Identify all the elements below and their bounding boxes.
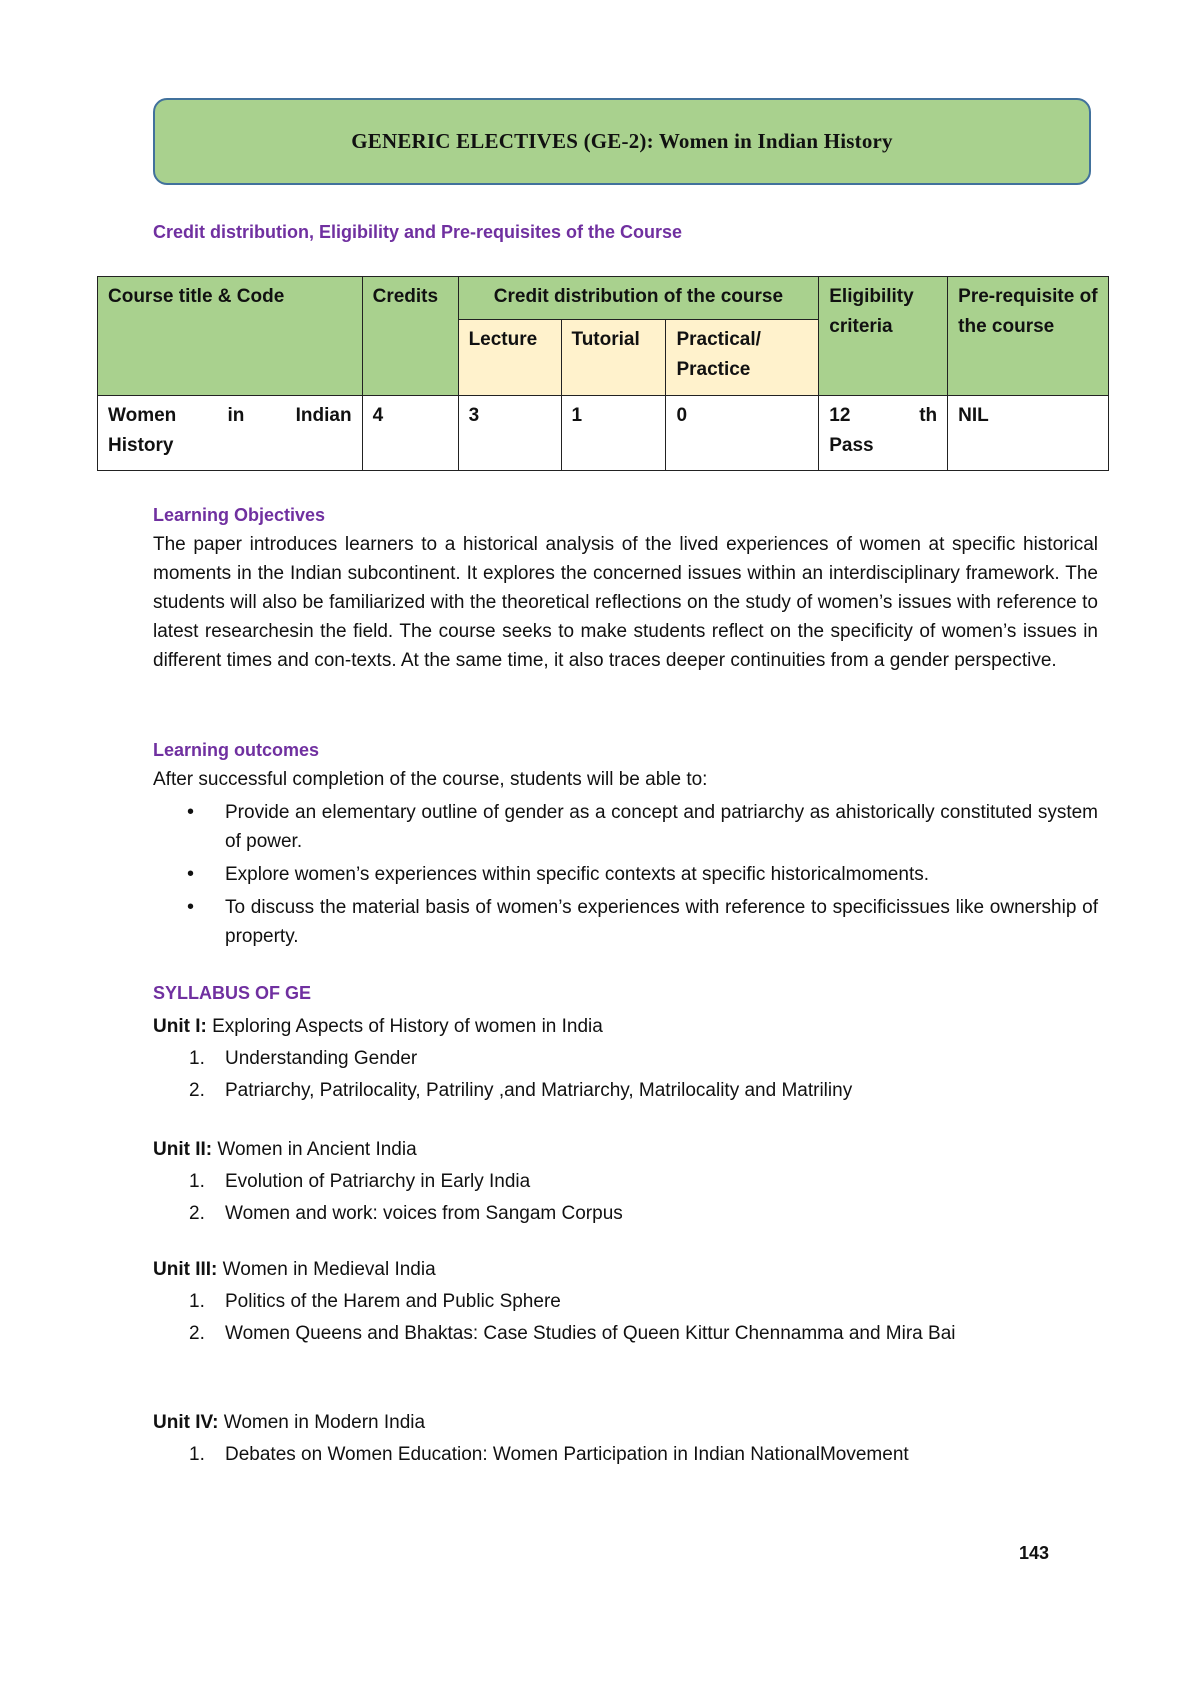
eligibility-line1 [829, 401, 937, 431]
header-tutorial: Tutorial [561, 320, 666, 395]
objectives-heading: Learning Objectives [153, 505, 326, 525]
header-lecture: Lecture [458, 320, 561, 395]
outcomes-list [153, 798, 1098, 955]
eligibility-part: 12 [829, 404, 851, 426]
bullet-icon: • [187, 863, 195, 885]
unit-4-list [153, 1440, 1098, 1472]
header-practical: Practical/ Practice [666, 320, 819, 395]
cell-eligibility [819, 395, 948, 470]
syllabus-heading: SYLLABUS OF GE [153, 983, 312, 1003]
list-item: 2. Women and work: voices from Sangam Corpus [189, 1203, 623, 1224]
cell-credits: 4 [362, 395, 458, 470]
list-item: • Provide an elementary outline of gender as a concept and patriarchy as ahistorically constituted system of power. [153, 798, 1098, 856]
cell-prerequisite: NIL [948, 395, 1109, 470]
list-item: • Explore women’s experiences within specific contexts at specific historicalmoments. [153, 860, 1098, 889]
unit-2-list [153, 1167, 1053, 1231]
list-item: 2. Patriarchy, Patrilocality, Patriliny ,and Matriarchy, Matrilocality and Matriliny [189, 1080, 853, 1101]
page-number: 143 [1019, 1543, 1050, 1563]
course-word: Indian [295, 404, 352, 426]
unit-1-title: Unit I: Exploring Aspects of History of women in India [153, 1016, 603, 1037]
course-word: Women [108, 404, 177, 426]
cell-course-title [98, 395, 363, 470]
eligibility-part: Pass [829, 434, 874, 456]
bullet-icon: • [187, 896, 195, 918]
header-course-title: Course title & Code [98, 277, 363, 396]
unit-4-title: Unit IV: Women in Modern India [153, 1412, 426, 1433]
header-credit-distribution: Credit distribution of the course [458, 277, 819, 320]
list-item: • To discuss the material basis of women’s experiences with reference to specificissues like ownership of property. [153, 893, 1098, 951]
unit-3-title: Unit III: Women in Medieval India [153, 1259, 436, 1280]
header-eligibility: Eligibility criteria [819, 277, 948, 396]
list-item: 1. Understanding Gender [189, 1048, 418, 1069]
unit-2-title: Unit II: Women in Ancient India [153, 1139, 417, 1160]
page-title: GENERIC ELECTIVES (GE-2): Women in Indian History [351, 129, 893, 153]
outcomes-heading: Learning outcomes [153, 740, 320, 760]
title-banner [153, 98, 1091, 185]
list-item: 1. Debates on Women Education: Women Participation in Indian NationalMovement [189, 1444, 909, 1465]
course-word: in [227, 404, 245, 426]
course-word: History [108, 434, 174, 456]
list-item: 1. Politics of the Harem and Public Sphere [189, 1291, 561, 1312]
list-item: 2. Women Queens and Bhaktas: Case Studies of Queen Kittur Chennamma and Mira Bai [189, 1323, 956, 1344]
objectives-text: The paper introduces learners to a historical analysis of the lived experiences of women at specific historical moments in the Indian subcontinent. It explores the concerned issues within an interdisciplinary framework. The students will also be familiarized with the theoretical reflections on the study of women’s issues with reference to latest researchesin the field. The course seeks to make students reflect on the specificity of women’s issues in different times and con-texts. At the same time, it also traces deeper continuities from a gender perspective. [153, 534, 1098, 671]
credit-table [97, 276, 1109, 471]
credit-heading: Credit distribution, Eligibility and Pre-requisites of the Course [153, 222, 683, 242]
course-title-line1 [108, 401, 352, 431]
header-prerequisite: Pre-requisite of the course [948, 277, 1109, 396]
cell-lecture: 3 [458, 395, 561, 470]
bullet-icon: • [187, 801, 195, 823]
eligibility-part: th [919, 404, 938, 426]
outcomes-intro: After successful completion of the course, students will be able to: [153, 769, 708, 790]
unit-3-list [153, 1287, 1033, 1351]
header-credits: Credits [362, 277, 458, 396]
unit-1-list [153, 1044, 1053, 1108]
list-item: 1. Evolution of Patriarchy in Early India [189, 1171, 531, 1192]
cell-practical: 0 [666, 395, 819, 470]
cell-tutorial: 1 [561, 395, 666, 470]
